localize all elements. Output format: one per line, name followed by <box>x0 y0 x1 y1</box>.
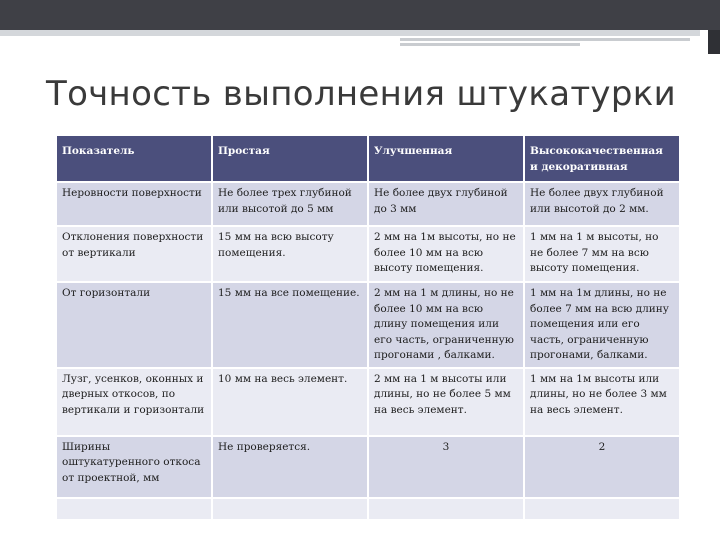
table-cell: 10 мм на весь элемент. <box>212 368 368 436</box>
table-cell: 1 мм на 1м длины, но не более 7 мм на всю длину помещения или его часть, ограниченную прогонами, балками. <box>524 282 680 368</box>
table-cell <box>368 498 524 520</box>
table-row <box>56 498 680 520</box>
table-cell: 2 <box>524 436 680 498</box>
table-cell: 15 мм на все помещение. <box>212 282 368 368</box>
corner-decoration <box>708 30 720 54</box>
accuracy-table <box>55 134 681 521</box>
table-row <box>56 436 680 498</box>
table-cell: Отклонения поверхности от вертикали <box>56 226 212 282</box>
table-row <box>56 282 680 368</box>
header-simple: Простая <box>212 135 368 182</box>
table-cell <box>212 498 368 520</box>
table-cell <box>524 498 680 520</box>
table-cell: Ширины оштукатуренного откоса от проектной, мм <box>56 436 212 498</box>
table-cell: Лузг, усенков, оконных и дверных откосов, по вертикали и горизонтали <box>56 368 212 436</box>
decorative-rule <box>400 38 690 41</box>
table-cell: 15 мм на всю высоту помещения. <box>212 226 368 282</box>
header-high-quality: Высококачественная и декоративная <box>524 135 680 182</box>
decorative-rule <box>400 43 580 46</box>
table-cell: Не более трех глубиной или высотой до 5 мм <box>212 182 368 226</box>
top-banner-accent <box>0 30 700 36</box>
table-row <box>56 182 680 226</box>
table-cell: 3 <box>368 436 524 498</box>
table-cell: От горизонтали <box>56 282 212 368</box>
table-row <box>56 368 680 436</box>
table-cell: Неровности поверхности <box>56 182 212 226</box>
table-cell: 2 мм на 1м высоты, но не более 10 мм на всю высоту помещения. <box>368 226 524 282</box>
table-cell: 2 мм на 1 м высоты или длины, но не более 5 мм на весь элемент. <box>368 368 524 436</box>
slide-title: Точность выполнения штукатурки <box>46 74 676 114</box>
table-header-row <box>56 135 680 182</box>
table-cell: 1 мм на 1м высоты или длины, но не более 3 мм на весь элемент. <box>524 368 680 436</box>
table-cell: Не проверяется. <box>212 436 368 498</box>
header-improved: Улучшенная <box>368 135 524 182</box>
top-banner <box>0 0 720 30</box>
table-cell: Не более двух глубиной до 3 мм <box>368 182 524 226</box>
table-cell: 2 мм на 1 м длины, но не более 10 мм на всю длину помещения или его часть, ограниченную прогонами , балками. <box>368 282 524 368</box>
header-indicator: Показатель <box>56 135 212 182</box>
table-cell: Не более двух глубиной или высотой до 2 мм. <box>524 182 680 226</box>
table-cell <box>56 498 212 520</box>
table-cell: 1 мм на 1 м высоты, но не более 7 мм на всю высоту помещения. <box>524 226 680 282</box>
table-row <box>56 226 680 282</box>
